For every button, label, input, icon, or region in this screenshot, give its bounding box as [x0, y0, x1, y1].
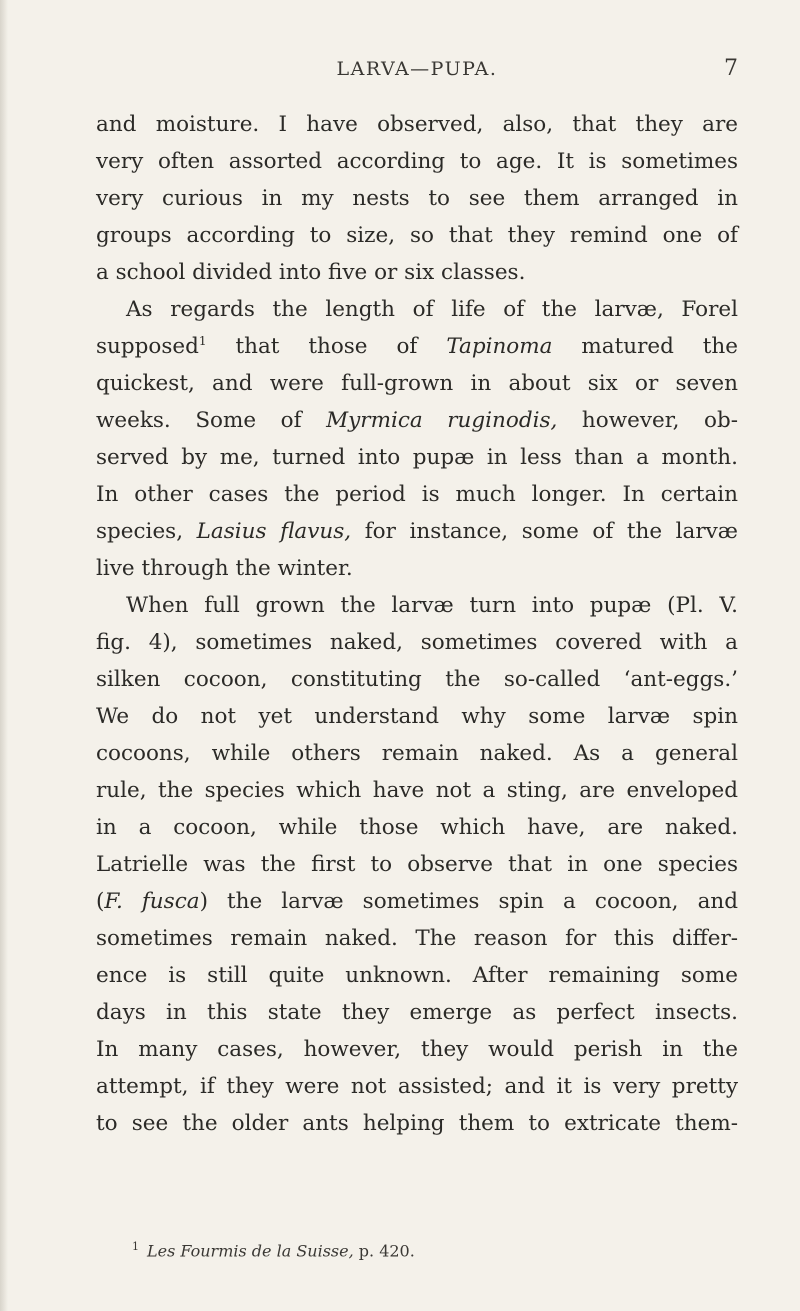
footnote-reference: 1: [198, 333, 207, 348]
text-line: attempt, if they were not assisted; and it is very pretty: [96, 1074, 738, 1099]
body-text: [96, 106, 738, 1142]
species-name: F. fusca: [104, 889, 200, 914]
text-line: sometimes remain naked. The reason for this differ-: [96, 926, 738, 951]
text-line: days in this state they emerge as perfect insects.: [96, 1000, 738, 1025]
text-line: We do not yet understand why some larvæ spin: [96, 704, 738, 729]
text-line: groups according to size, so that they remind one of: [96, 223, 738, 248]
page-number: 7: [724, 56, 738, 81]
text-line: served by me, turned into pupæ in less than a month.: [96, 445, 738, 470]
page-edge-shadow: [0, 0, 8, 1311]
text-line: In many cases, however, they would perish in the: [96, 1037, 738, 1062]
text-line: fig. 4), sometimes naked, sometimes covered with a: [96, 630, 738, 655]
footnote-title: Les Fourmis de la Suisse,: [147, 1241, 354, 1261]
text-line: quickest, and were full-grown in about six or seven: [96, 371, 738, 396]
species-name: Lasius flavus,: [196, 519, 352, 544]
text-line: weeks. Some of Myrmica ruginodis, however, ob-: [96, 408, 738, 433]
text-line: When full grown the larvæ turn into pupæ (Pl. V.: [126, 593, 738, 618]
species-name: Tapinoma: [446, 334, 553, 359]
text-line: rule, the species which have not a sting, are enveloped: [96, 778, 738, 803]
text-line: in a cocoon, while those which have, are naked.: [96, 815, 738, 840]
running-head: LARVA—PUPA.: [336, 58, 498, 80]
text-line: (F. fusca) the larvæ sometimes spin a cocoon, and: [96, 889, 738, 914]
text-line: a school divided into five or six classes.: [96, 260, 526, 285]
text-line: very curious in my nests to see them arranged in: [96, 186, 738, 211]
text-line: to see the older ants helping them to extricate them-: [96, 1111, 738, 1136]
footnote-mark: 1: [132, 1240, 139, 1253]
text-line: cocoons, while others remain naked. As a general: [96, 741, 738, 766]
text-line: In other cases the period is much longer. In certain: [96, 482, 738, 507]
species-name: Myrmica ruginodis,: [326, 408, 558, 433]
text-line: live through the winter.: [96, 556, 353, 581]
text-line: Latrielle was the first to observe that in one species: [96, 852, 738, 877]
text-line: and moisture. I have observed, also, that they are: [96, 112, 738, 137]
text-line: As regards the length of life of the larvæ, Forel: [126, 297, 738, 322]
text-line: ence is still quite unknown. After remaining some: [96, 963, 738, 988]
footnote-page: p. 420.: [353, 1241, 415, 1261]
text-line: species, Lasius flavus, for instance, some of the larvæ: [96, 519, 738, 544]
text-line: silken cocoon, constituting the so-called ‘ant-eggs.’: [96, 667, 738, 692]
page-header: [96, 54, 738, 94]
footnote: [132, 1240, 732, 1260]
text-line: very often assorted according to age. It is sometimes: [96, 149, 738, 174]
text-line: supposed$^1$ that those of Tapinoma matured the: [96, 333, 739, 359]
